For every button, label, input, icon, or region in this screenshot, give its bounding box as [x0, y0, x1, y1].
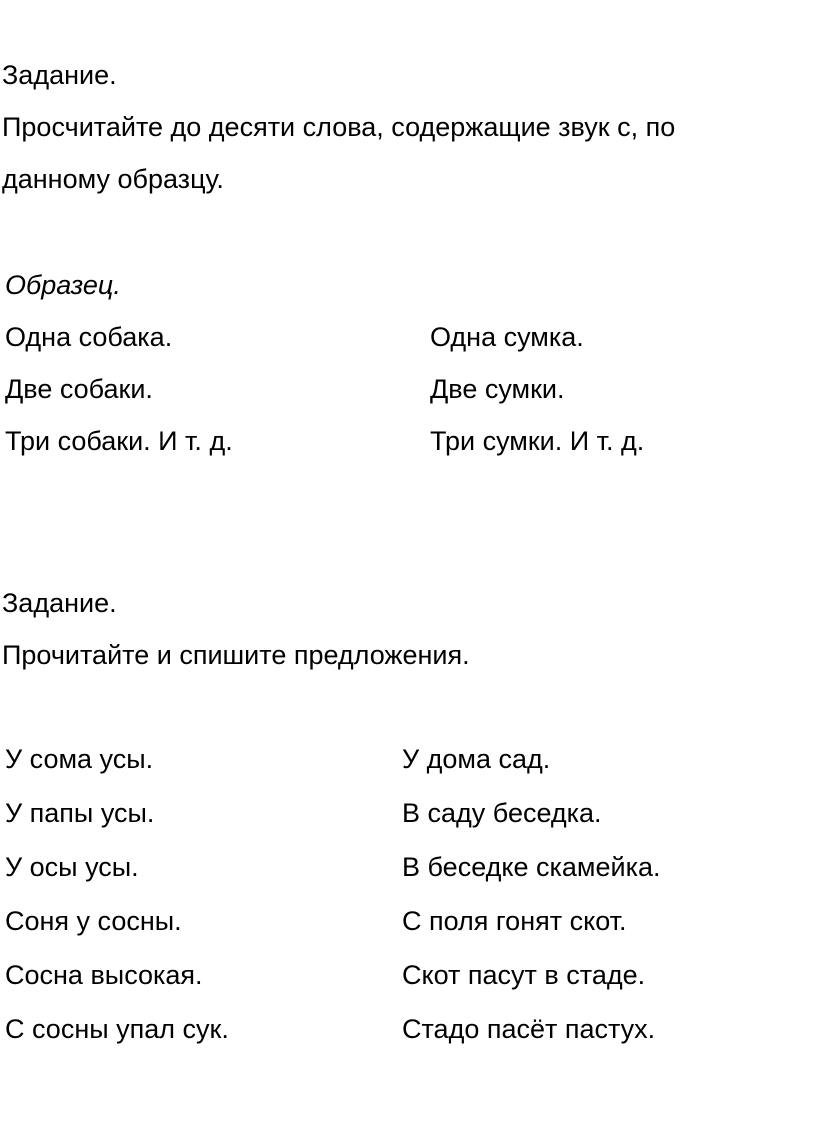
- sentence-right-2: В саду беседка.: [402, 798, 602, 828]
- sentence-right-4: С поля гонят скот.: [402, 906, 627, 936]
- task-heading-2: Задание.: [2, 588, 117, 618]
- sample-right-3: Три сумки. И т. д.: [430, 426, 645, 456]
- sample-right-2: Две сумки.: [430, 374, 565, 404]
- task-instruction-1-line2: данному образцу.: [2, 164, 224, 194]
- sentence-left-5: Сосна высокая.: [5, 960, 203, 990]
- sentence-left-3: У осы усы.: [5, 852, 139, 882]
- sample-label: Образец.: [5, 270, 121, 300]
- sample-left-3: Три собаки. И т. д.: [5, 426, 233, 456]
- sentence-right-1: У дома сад.: [402, 744, 551, 774]
- sentence-right-6: Стадо пасёт пастух.: [402, 1014, 656, 1044]
- task-heading-1: Задание.: [2, 60, 117, 90]
- task-instruction-2: Прочитайте и спишите предложения.: [2, 640, 470, 670]
- sentence-right-5: Скот пасут в стаде.: [402, 960, 646, 990]
- sentence-left-2: У папы усы.: [5, 798, 155, 828]
- sample-right-1: Одна сумка.: [430, 322, 584, 352]
- sentence-right-3: В беседке скамейка.: [402, 852, 661, 882]
- sentence-left-1: У сома усы.: [5, 744, 154, 774]
- sample-left-1: Одна собака.: [5, 322, 173, 352]
- sample-left-2: Две собаки.: [5, 374, 153, 404]
- sentence-left-4: Соня у сосны.: [5, 906, 182, 936]
- task-instruction-1-line1: Просчитайте до десяти слова, содержащие звук с, по: [2, 112, 676, 142]
- sentence-left-6: С сосны упал сук.: [5, 1014, 229, 1044]
